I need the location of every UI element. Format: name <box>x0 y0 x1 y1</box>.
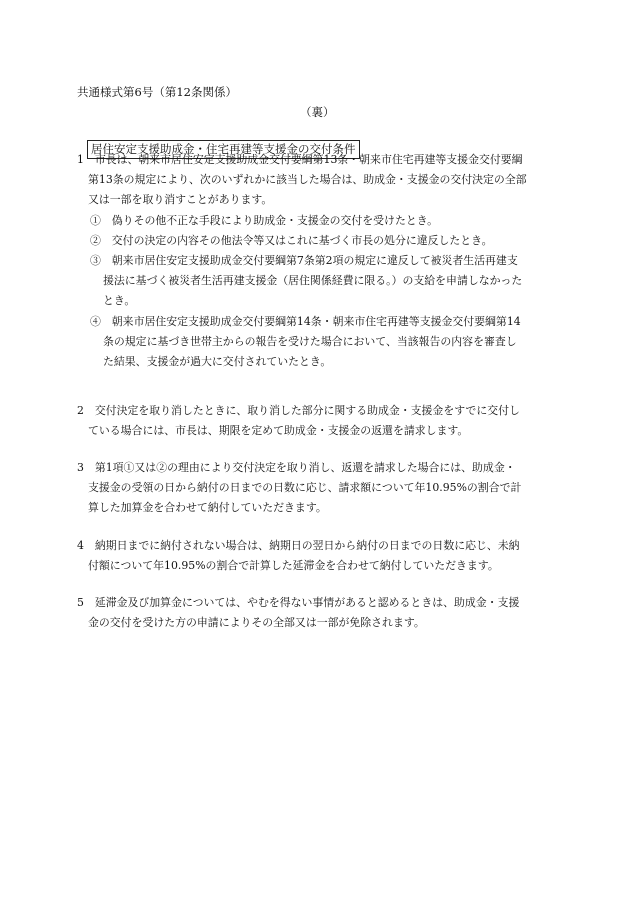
clause-3-line-3: 算した加算金を合わせて納付していただきます。 <box>88 501 327 515</box>
clause-4-line-1: 4 納期日までに納付されない場合は、納期日の翌日から納付の日までの日数に応じ、未納 <box>77 539 520 552</box>
form-number: 共通様式第6号（第12条関係） <box>77 85 237 99</box>
clause-2 <box>77 401 557 441</box>
clause-3-line-2: 支援金の受領の日から納付の日までの日数に応じ、請求額について年10.95%の割合で計 <box>88 481 522 495</box>
item-3-line-1: ③ 朝来市居住安定支援助成金交付要綱第7条第2項の規定に違反して被災者生活再建支 <box>90 254 518 268</box>
item-4-line-3: た結果、支援金が過大に交付されていたとき。 <box>103 355 332 369</box>
clause-5-line-2: 金の交付を受けた方の申請によりその全部又は一部が免除されます。 <box>88 616 425 630</box>
clause-5-line-1: 5 延滞金及び加算金については、やむを得ない事情があると認めるときは、助成金・支援 <box>77 596 520 609</box>
clause-1-line-3: 又は一部を取り消すことがあります。 <box>88 193 273 207</box>
clause-1 <box>77 150 557 372</box>
item-1: ① 偽りその他不正な手段により助成金・支援金の交付を受けたとき。 <box>90 213 439 227</box>
clause-1-line-2: 第13条の規定により、次のいずれかに該当した場合は、助成金・支援金の交付決定の全部 <box>88 173 527 187</box>
item-4-line-2: 条の規定に基づき世帯主からの報告を受けた場合において、当該報告の内容を審査し <box>103 334 517 348</box>
section-title: 居住安定支援助成金・住宅再建等支援金の交付条件 <box>87 140 360 159</box>
item-4-line-1: ④ 朝来市居住安定支援助成金交付要綱第14条・朝来市住宅再建等支援金交付要綱第14 <box>90 314 521 328</box>
clause-4 <box>77 536 557 576</box>
clause-3 <box>77 458 557 519</box>
side-label: （裏） <box>300 105 335 119</box>
clause-2-line-2: ている場合には、市長は、期限を定めて助成金・支援金の返還を請求します。 <box>88 424 469 438</box>
clause-1-items <box>77 211 557 373</box>
clause-5 <box>77 593 557 633</box>
clause-4-line-2: 付額について年10.95%の割合で計算した延滞金を合わせて納付していただきます。 <box>88 559 499 573</box>
clause-2-line-1: 2 交付決定を取り消したときに、取り消した部分に関する助成金・支援金をすでに交付し <box>77 404 520 417</box>
clause-1-line-1: 1 市長は、朝来市居住安定支援助成金交付要綱第13条・朝来市住宅再建等支援金交付要綱 <box>77 153 523 166</box>
clause-3-line-1: 3 第1項①又は②の理由により交付決定を取り消し、返還を請求した場合には、助成金・ <box>77 461 516 474</box>
item-2: ② 交付の決定の内容その他法令等又はこれに基づく市長の処分に違反したとき。 <box>90 233 493 247</box>
item-3-line-2: 援法に基づく被災者生活再建支援金（居住関係経費に限る。）の支給を申請しなかった <box>103 274 523 288</box>
item-3-line-3: とき。 <box>103 294 136 308</box>
